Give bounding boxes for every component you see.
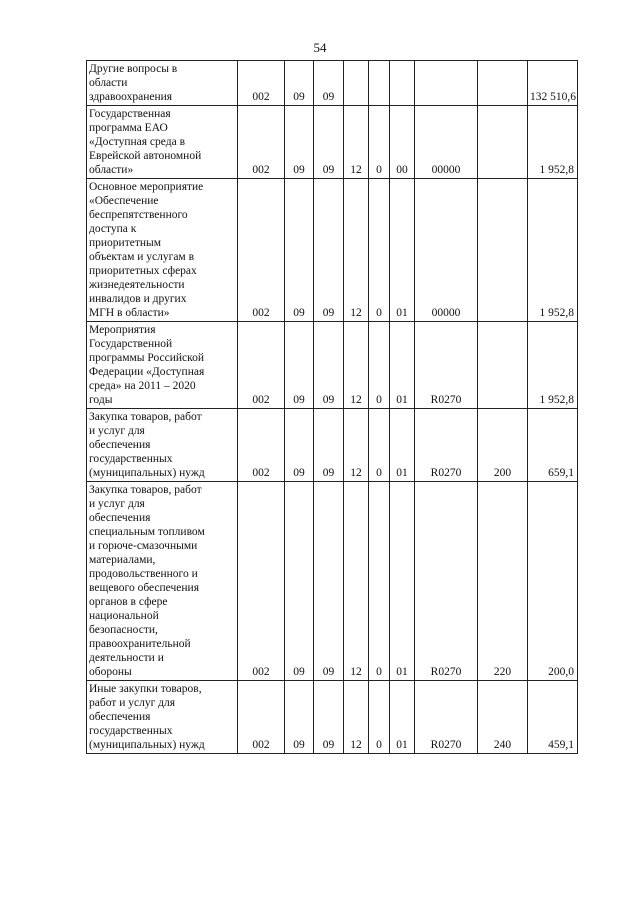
direction-code-cell: R0270 [415, 409, 478, 482]
grbs-code-cell: 002 [238, 482, 285, 681]
subsection-code-cell: 09 [314, 179, 344, 322]
table-body [87, 61, 578, 754]
expense-name-cell: Закупка товаров, работ и услуг для обеспечения специальным топливом и горюче-смазочными материалами, продовольственного и вещевого обеспечения органов в сфере национальной безопасности, правоохранительной деятельности и обороны [87, 482, 238, 681]
main-event-code-cell: 01 [390, 681, 415, 754]
amount-cell: 659,1 [528, 409, 578, 482]
amount-cell: 1 952,8 [528, 106, 578, 179]
table-row [87, 179, 578, 322]
grbs-code-cell: 002 [238, 179, 285, 322]
section-code-cell: 09 [285, 179, 314, 322]
expense-type-code-cell [478, 106, 528, 179]
direction-code-cell: 00000 [415, 179, 478, 322]
section-code-cell: 09 [285, 106, 314, 179]
main-event-code-cell [390, 61, 415, 106]
budget-table [86, 60, 578, 754]
subsection-code-cell: 09 [314, 322, 344, 409]
expense-name-cell: Государственная программа ЕАО «Доступная среда в Еврейской автономной области» [87, 106, 238, 179]
direction-code-cell: R0270 [415, 681, 478, 754]
expense-name-cell: Закупка товаров, работ и услуг для обеспечения государственных (муниципальных) нужд [87, 409, 238, 482]
expense-name-cell: Мероприятия Государственной программы Российской Федерации «Доступная среда» на 2011 – 2020 годы [87, 322, 238, 409]
table-row [87, 322, 578, 409]
main-event-code-cell: 00 [390, 106, 415, 179]
table-row [87, 681, 578, 754]
grbs-code-cell: 002 [238, 322, 285, 409]
grbs-code-cell: 002 [238, 409, 285, 482]
program-code-cell: 12 [344, 106, 369, 179]
direction-code-cell [415, 61, 478, 106]
program-code-cell: 12 [344, 482, 369, 681]
expense-name-cell: Основное мероприятие «Обеспечение беспрепятственного доступа к приоритетным объектам и услугам в приоритетных сферах жизнедеятельности инвалидов и других МГН в области» [87, 179, 238, 322]
expense-type-code-cell [478, 61, 528, 106]
program-code-cell: 12 [344, 322, 369, 409]
subsection-code-cell: 09 [314, 409, 344, 482]
page-number: 54 [313, 40, 327, 55]
section-code-cell: 09 [285, 681, 314, 754]
direction-code-cell: 00000 [415, 106, 478, 179]
subsection-code-cell: 09 [314, 681, 344, 754]
expense-name-cell: Иные закупки товаров, работ и услуг для обеспечения государственных (муниципальных) нужд [87, 681, 238, 754]
table-row [87, 482, 578, 681]
expense-name-cell: Другие вопросы в области здравоохранения [87, 61, 238, 106]
section-code-cell: 09 [285, 322, 314, 409]
subprogram-code-cell: 0 [369, 179, 390, 322]
amount-cell: 459,1 [528, 681, 578, 754]
subsection-code-cell: 09 [314, 106, 344, 179]
section-code-cell: 09 [285, 409, 314, 482]
section-code-cell: 09 [285, 61, 314, 106]
subprogram-code-cell: 0 [369, 482, 390, 681]
direction-code-cell: R0270 [415, 322, 478, 409]
subprogram-code-cell [369, 61, 390, 106]
amount-cell: 132 510,6 [528, 61, 578, 106]
direction-code-cell: R0270 [415, 482, 478, 681]
expense-type-code-cell [478, 179, 528, 322]
expense-type-code-cell: 240 [478, 681, 528, 754]
main-event-code-cell: 01 [390, 482, 415, 681]
subprogram-code-cell: 0 [369, 409, 390, 482]
main-event-code-cell: 01 [390, 322, 415, 409]
expense-type-code-cell: 220 [478, 482, 528, 681]
grbs-code-cell: 002 [238, 681, 285, 754]
grbs-code-cell: 002 [238, 106, 285, 179]
subprogram-code-cell: 0 [369, 106, 390, 179]
program-code-cell: 12 [344, 409, 369, 482]
section-code-cell: 09 [285, 482, 314, 681]
program-code-cell: 12 [344, 179, 369, 322]
subsection-code-cell: 09 [314, 482, 344, 681]
subprogram-code-cell: 0 [369, 681, 390, 754]
amount-cell: 1 952,8 [528, 322, 578, 409]
table-row [87, 106, 578, 179]
program-code-cell: 12 [344, 681, 369, 754]
expense-type-code-cell: 200 [478, 409, 528, 482]
expense-type-code-cell [478, 322, 528, 409]
amount-cell: 200,0 [528, 482, 578, 681]
subprogram-code-cell: 0 [369, 322, 390, 409]
subsection-code-cell: 09 [314, 61, 344, 106]
program-code-cell [344, 61, 369, 106]
table-row [87, 409, 578, 482]
main-event-code-cell: 01 [390, 179, 415, 322]
amount-cell: 1 952,8 [528, 179, 578, 322]
grbs-code-cell: 002 [238, 61, 285, 106]
main-event-code-cell: 01 [390, 409, 415, 482]
table-row [87, 61, 578, 106]
